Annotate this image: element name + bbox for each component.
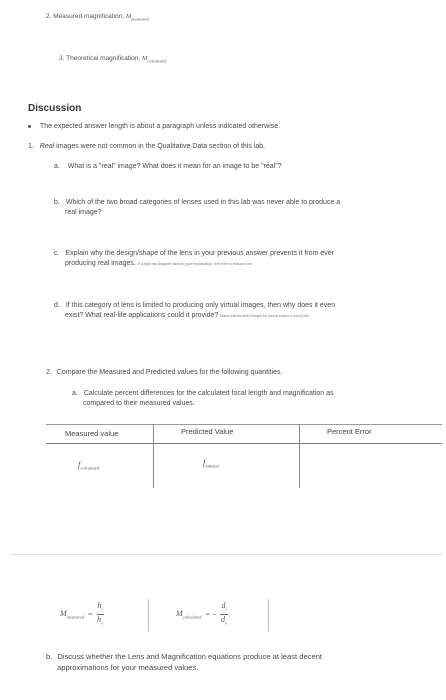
formula-lhs: $M_{calculated}$ <box>176 608 202 620</box>
sub-text: If this category of lens is limited to producing only virtual images, then why does it even <box>65 302 336 309</box>
item-text: Measured magnification, <box>53 13 125 20</box>
sub-text-cont: real image? <box>65 208 102 216</box>
question-1a <box>54 162 282 172</box>
table-header-predicted: Predicted Value <box>181 427 234 436</box>
small-note: Make friends with Google for this question if you'd like. <box>220 313 310 318</box>
formula-fraction: $\frac{h_i}{h_o}$ <box>97 601 104 626</box>
table-border-top <box>46 424 442 425</box>
question-text: Compare the Measured and Predicted values for the following quantities. <box>56 369 283 376</box>
small-note: If a light ray diagram assists your explanation, feel free to include one. <box>137 261 253 266</box>
bullet-item <box>28 122 280 132</box>
separator-line <box>10 554 442 555</box>
sub-label: b. <box>54 199 60 206</box>
formula-divider <box>148 599 149 631</box>
sub-label: c. <box>54 250 60 257</box>
item-number: 3. <box>59 55 65 62</box>
question-2b <box>46 652 436 673</box>
sub-text-cont: approximations for your measured values. <box>57 662 199 672</box>
formula-fraction: $\frac{d_i}{d_o}$ <box>220 601 228 626</box>
table-cell-measured: $f_{calculated}$ <box>78 459 100 471</box>
symbol: $M_{calculated}$ <box>142 55 167 64</box>
question-2 <box>46 368 282 378</box>
question-number: 2. <box>46 369 52 376</box>
item-measured-magnification <box>46 13 149 21</box>
formula-equals: = − <box>205 609 217 619</box>
sub-text: What is a "real" image? What does it mean for an image to be "real"? <box>67 163 282 170</box>
question-1b <box>54 198 424 217</box>
table-header-measured: Measured value <box>65 429 119 438</box>
item-text: Theoretical magnification, <box>66 55 141 62</box>
sub-text-cont: exist? What real-life applications could it provide? <box>65 311 219 319</box>
table-header-percent-error: Percent Error <box>327 427 372 436</box>
discussion-heading: Discussion <box>28 103 82 114</box>
formula-equals: = <box>88 609 93 619</box>
formula-calculated-magnification <box>176 601 228 627</box>
table-cell-predicted: $f_{labeled}$ <box>203 457 219 469</box>
bullet-text: The expected answer length is about a paragraph unless indicated otherwise. <box>40 123 281 130</box>
question-2a <box>72 389 427 408</box>
sub-text: Discuss whether the Lens and Magnification equations produce at least decent <box>57 652 323 661</box>
sub-label: d. <box>54 302 60 309</box>
sub-text: Calculate percent differences for the calculated focal length and magnification as <box>83 390 334 397</box>
symbol: $M_{measured}$ <box>125 13 149 22</box>
sub-label: b. <box>46 652 53 661</box>
item-number: 2. <box>46 13 52 20</box>
formula-measured-magnification <box>60 601 104 627</box>
formula-divider <box>268 599 269 631</box>
question-number: 1. <box>28 143 34 150</box>
sub-text-cont: compared to their measured values. <box>83 399 195 407</box>
sub-text-cont: producing real images. <box>65 259 136 267</box>
question-text: images were not common in the Qualitative Data section of this lab. <box>54 143 266 150</box>
question-1c <box>54 249 429 269</box>
sub-text: Explain why the design/shape of the lens in your previous answer prevents it from ever <box>65 250 334 257</box>
sub-text: Which of the two broad categories of lenses used in this lab was never able to produce a <box>65 199 341 206</box>
table-col-divider <box>153 424 154 488</box>
sub-label: a. <box>72 390 78 397</box>
bullet-icon <box>28 125 31 128</box>
question-1 <box>28 142 265 152</box>
question-1d <box>54 301 429 321</box>
table-header-underline <box>46 443 442 444</box>
formula-lhs: $M_{measured}$ <box>60 608 85 620</box>
comparison-table <box>46 424 442 488</box>
table-col-divider <box>299 424 300 488</box>
question-italic: Real <box>39 143 55 150</box>
item-theoretical-magnification <box>59 55 166 63</box>
sub-label: a. <box>54 163 60 170</box>
